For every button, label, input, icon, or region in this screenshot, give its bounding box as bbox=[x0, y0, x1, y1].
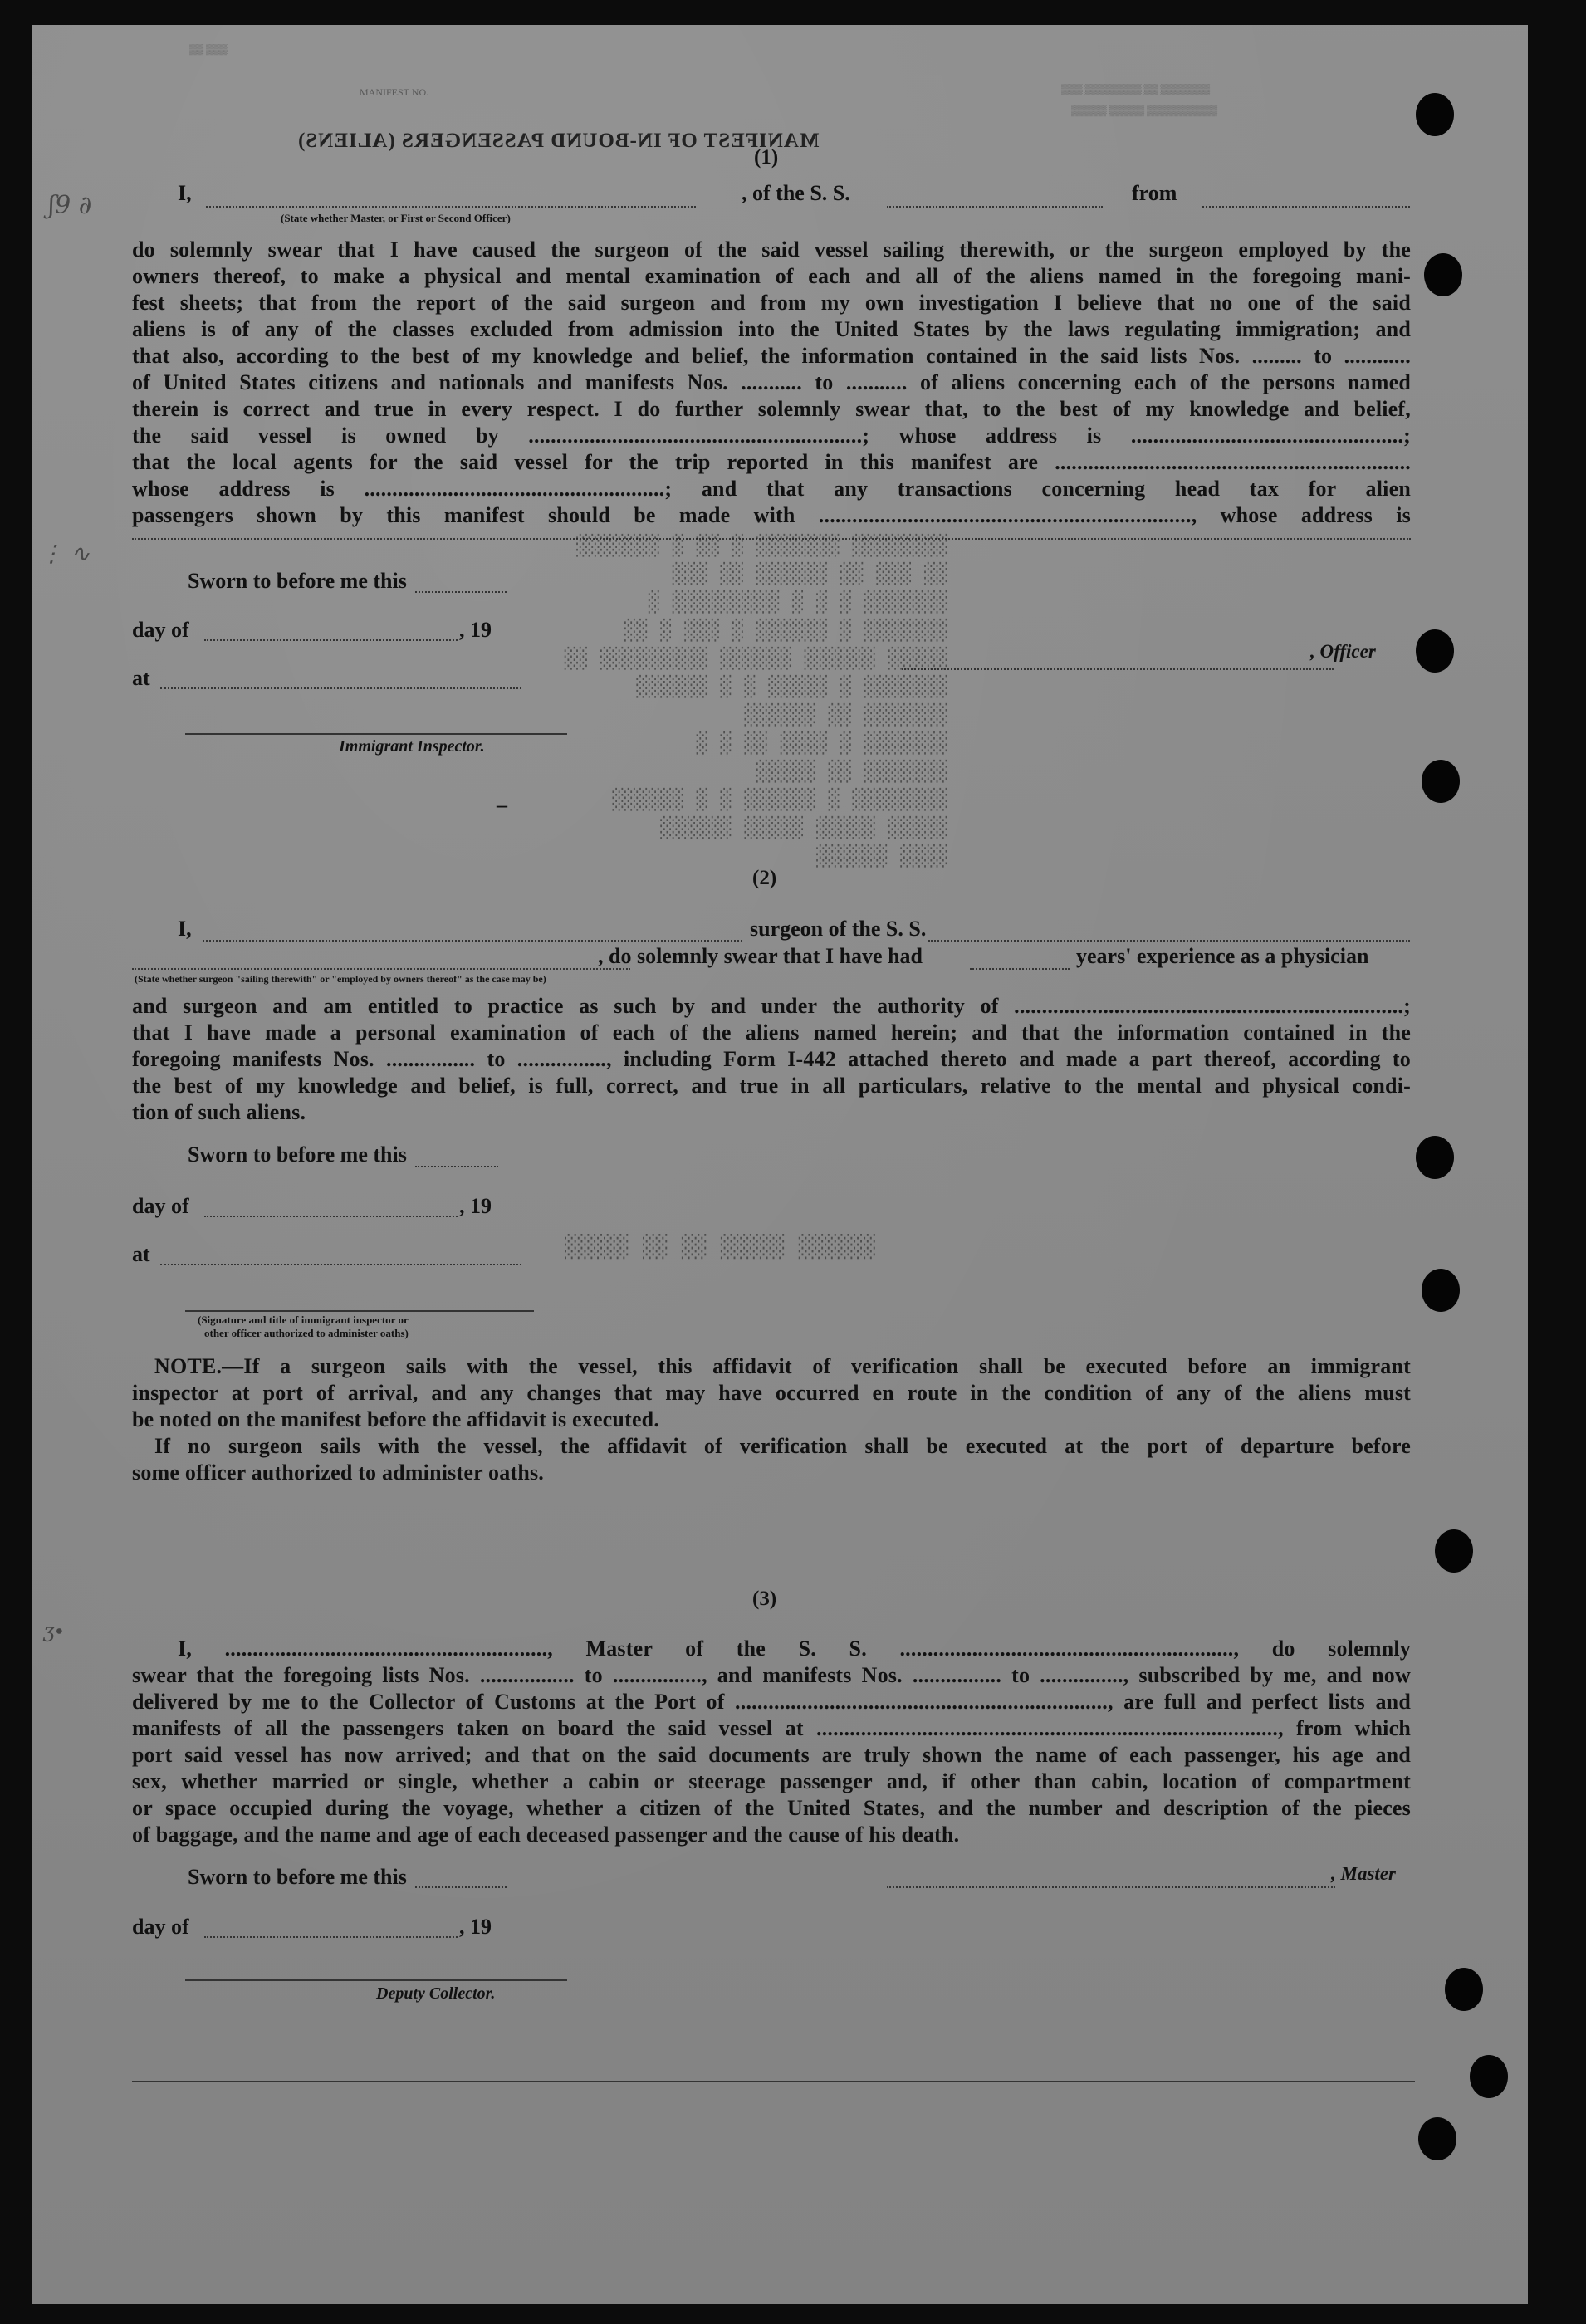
handwritten-margin-marks: ʃ9 ∂ bbox=[48, 191, 92, 220]
s2-sig-note-1: (Signature and title of immigrant inspector or bbox=[198, 1314, 409, 1326]
corner-stamp-right: ▒▒▒ ▒▒▒▒▒▒▒▒ ▒▒ ▒▒▒▒▒▒▒ bbox=[1061, 83, 1211, 95]
s3-line-8: of baggage, and the name and age of each deceased passenger and the cause of his death. bbox=[132, 1823, 960, 1847]
from-port-line bbox=[1202, 206, 1410, 208]
s2-years-exp: years' experience as a physician bbox=[1076, 944, 1369, 968]
inspector-signature-line bbox=[185, 733, 567, 735]
note-line-1: NOTE.—If a surgeon sails with the vessel, this affidavit of verification shall be executed before an immigrant bbox=[154, 1354, 1411, 1378]
s2-years-line bbox=[970, 968, 1070, 970]
section-3-number: (3) bbox=[752, 1588, 777, 1610]
master-name-line bbox=[206, 206, 696, 208]
master-label: , Master bbox=[1331, 1863, 1396, 1884]
s2-at: at bbox=[132, 1242, 150, 1266]
collector-signature-line bbox=[185, 1979, 567, 1981]
bleed-through-lines-note: ░░░░░░ ░░░░░ ░░ ░░ ░░░░░ bbox=[563, 1235, 875, 1260]
s1-line-8: the said vessel is owned by ............................................................; whose address is .................................................; bbox=[132, 423, 1411, 448]
note-line-3: be noted on the manifest before the affidavit is executed. bbox=[132, 1407, 660, 1431]
punch-hole bbox=[1416, 629, 1454, 673]
officer-label: , Officer bbox=[1310, 641, 1376, 662]
s3-line-1: I, .........................................................., Master of the S. S. ............................................................, do solemnly bbox=[178, 1637, 1411, 1661]
s2-vessel-line bbox=[928, 940, 1410, 942]
section-1-from: from bbox=[1132, 181, 1177, 205]
rank-note: (State whether Master, or First or Second Officer) bbox=[281, 212, 511, 224]
s2-at-line bbox=[160, 1264, 521, 1265]
punch-hole bbox=[1424, 253, 1462, 296]
s2-swear-had: , do solemnly swear that I have had bbox=[598, 944, 923, 968]
s3-line-5: port said vessel has now arrived; and that on the said documents are truly shown the name of each passenger, his age and bbox=[132, 1743, 1411, 1767]
s3-line-7: or space occupied during the voyage, whether a citizen of the United States, and the number and description of the pieces bbox=[132, 1796, 1411, 1820]
s3-year: , 19 bbox=[459, 1915, 492, 1939]
surgeon-note: (State whether surgeon "sailing therewith" or "employed by owners thereof" as the case may be) bbox=[135, 973, 546, 985]
s2-sworn: Sworn to before me this bbox=[188, 1142, 407, 1167]
punch-hole bbox=[1445, 1968, 1483, 2011]
s2-line-3: foregoing manifests Nos. ................ to ................, including Form I-442 attached thereto and made a part thereof, according to bbox=[132, 1047, 1411, 1071]
handwritten-stamp-left: ⋮ ∿ bbox=[40, 540, 91, 567]
s1-line-2: owners thereof, to make a physical and mental examination of each and all of the aliens named in the foregoing mani- bbox=[132, 264, 1411, 288]
s1-line-7: therein is correct and true in every respect. I do further solemnly swear that, to the best of my knowledge and belief, bbox=[132, 397, 1411, 421]
s2-surgeon-name-line bbox=[203, 940, 742, 942]
corner-stamp-right-2: ▒▒▒▒▒ ▒▒▒▒▒ ▒▒▒▒▒▒▒▒▒▒ bbox=[1071, 105, 1218, 116]
section-1-number: (1) bbox=[754, 146, 779, 169]
s2-signature-line bbox=[185, 1310, 534, 1312]
manifest-number-label: MANIFEST NO. bbox=[360, 86, 429, 98]
s2-sworn-line bbox=[415, 1166, 498, 1167]
s3-line-6: sex, whether married or single, whether a cabin or steerage passenger and, if other than cabin, location of compartment bbox=[132, 1769, 1411, 1793]
punch-hole bbox=[1435, 1529, 1473, 1573]
s1-year: , 19 bbox=[459, 618, 492, 642]
s2-line-5: tion of such aliens. bbox=[132, 1100, 306, 1124]
bleed-through-passenger-list: ░░░░░░░░ ░░░░░░░ ░ ░░ ░ ░░░░░░░ ░░ ░░░ ░░ ░░░░░░ ░░ ░░░ ░░░░░░░ ░ ░ ░ ░░░░░░░░░ ░ ░░░░░░░ ░ ░░░░░░ ░ ░░░ ░ ░░ ░░░░░ ░░░░░░ ░░░░░░ ░░░░░░░░░ ░░ ░░░░░░░ ░ ░░░░░ ░ ░ ░░░░░░ ░░░░░░░ ░░ ░░░░░░ ░░░░░░░ ░ ░░░░ ░░ ░ ░ ░░░░░░░ ░░ ░░░░░ ░░░░░░░░ ░ ░░░░░░ ░ ░ ░░░░░░ ░░░░░ ░░░░░ ░░░░░ ░░░░░░ ░░░░ ░░░░░░ bbox=[563, 534, 947, 868]
s2-year: , 19 bbox=[459, 1194, 492, 1218]
s3-line-3: delivered by me to the Collector of Customs at the Port of ..................................................................., are full and perfect lists and bbox=[132, 1690, 1411, 1714]
s1-at: at bbox=[132, 666, 150, 690]
s1-line-1: do solemnly swear that I have caused the surgeon of the said vessel sailing therewith, or the surgeon employed by the bbox=[132, 237, 1411, 262]
note-line-4: If no surgeon sails with the vessel, the affidavit of verification shall be executed at the port of departure before bbox=[154, 1434, 1411, 1458]
s2-surgeon-of: surgeon of the S. S. bbox=[750, 917, 927, 941]
collector-label: Deputy Collector. bbox=[376, 1984, 496, 2003]
s2-line-2: that I have made a personal examination of each of the aliens named herein; and that the information contained in the bbox=[132, 1020, 1411, 1045]
punch-hole bbox=[1416, 1136, 1454, 1179]
punch-hole bbox=[1418, 2117, 1456, 2160]
s1-line-5: that also, according to the best of my knowledge and belief, the information contained in the said lists Nos. ......... to ............ bbox=[132, 344, 1411, 368]
s3-sworn-line bbox=[415, 1886, 507, 1888]
corner-stamp-left: ▒▒ ▒▒▒ bbox=[189, 43, 228, 55]
note-line-2: inspector at port of arrival, and any changes that may have occurred en route in the condition of any of the aliens must bbox=[132, 1381, 1411, 1405]
s2-day-line bbox=[204, 1216, 458, 1217]
vessel-name-line bbox=[887, 206, 1103, 208]
s2-day-of: day of bbox=[132, 1194, 189, 1218]
handwritten-margin-marks-2: ʒ∙ bbox=[43, 1619, 65, 1642]
s3-line-4: manifests of all the passengers taken on board the said vessel at ..................................................................................., from which bbox=[132, 1716, 1411, 1740]
section-1-of-ss: , of the S. S. bbox=[742, 181, 850, 205]
punch-hole bbox=[1422, 1269, 1460, 1312]
s1-line-4: aliens is of any of the classes excluded from admission into the United States by the laws regulating immigration; and bbox=[132, 317, 1411, 341]
s3-line-2: swear that the foregoing lists Nos. ................. to ................, and manifests Nos. ................ to ..............., subscribed by me, and now bbox=[132, 1663, 1411, 1687]
s1-line-6: of United States citizens and nationals and manifests Nos. ........... to ........... of aliens concerning each of the persons named bbox=[132, 370, 1411, 394]
s3-day-of: day of bbox=[132, 1915, 189, 1939]
master-signature-line bbox=[887, 1886, 1335, 1888]
s1-sworn-line bbox=[415, 591, 507, 593]
s1-line-9: that the local agents for the said vessel for the trip reported in this manifest are ................................................................ bbox=[132, 450, 1411, 474]
dash-mark: – bbox=[497, 793, 507, 817]
note-line-5: some officer authorized to administer oaths. bbox=[132, 1460, 544, 1485]
manifest-page bbox=[32, 25, 1528, 2304]
s1-at-line bbox=[160, 687, 521, 689]
s2-rank-line bbox=[132, 968, 630, 970]
section-2-number: (2) bbox=[752, 867, 777, 889]
s2-i: I, bbox=[178, 917, 192, 941]
s1-day-line bbox=[204, 639, 458, 641]
s1-line-10: whose address is ......................................................; and that any transactions concerning head tax for alien bbox=[132, 477, 1411, 501]
bottom-rule bbox=[132, 2081, 1415, 2082]
s2-line-4: the best of my knowledge and belief, is full, correct, and true in all particulars, relative to the mental and physical condi- bbox=[132, 1074, 1411, 1098]
s1-sworn: Sworn to before me this bbox=[188, 569, 407, 593]
punch-hole bbox=[1416, 93, 1454, 136]
s3-day-line bbox=[204, 1936, 458, 1938]
punch-hole bbox=[1422, 760, 1460, 803]
manifest-title-mirrored: MANIFEST OF IN-BOUND PASSENGERS (ALIENS) bbox=[297, 130, 820, 152]
s2-sig-note-2: other officer authorized to administer oaths) bbox=[204, 1327, 409, 1339]
inspector-label: Immigrant Inspector. bbox=[339, 737, 485, 756]
s3-sworn: Sworn to before me this bbox=[188, 1865, 407, 1889]
s1-day-of: day of bbox=[132, 618, 189, 642]
punch-hole bbox=[1470, 2055, 1508, 2098]
s1-line-3: fest sheets; that from the report of the said surgeon and from my own investigation I believe that no one of the said bbox=[132, 291, 1411, 315]
section-1-i: I, bbox=[178, 181, 192, 205]
s2-line-1: and surgeon and am entitled to practice as such by and under the authority of ......................................................................; bbox=[132, 994, 1411, 1018]
officer-signature-line bbox=[902, 668, 1334, 670]
s1-line-11: passengers shown by this manifest should be made with ..................................................................., whose address is bbox=[132, 503, 1411, 527]
